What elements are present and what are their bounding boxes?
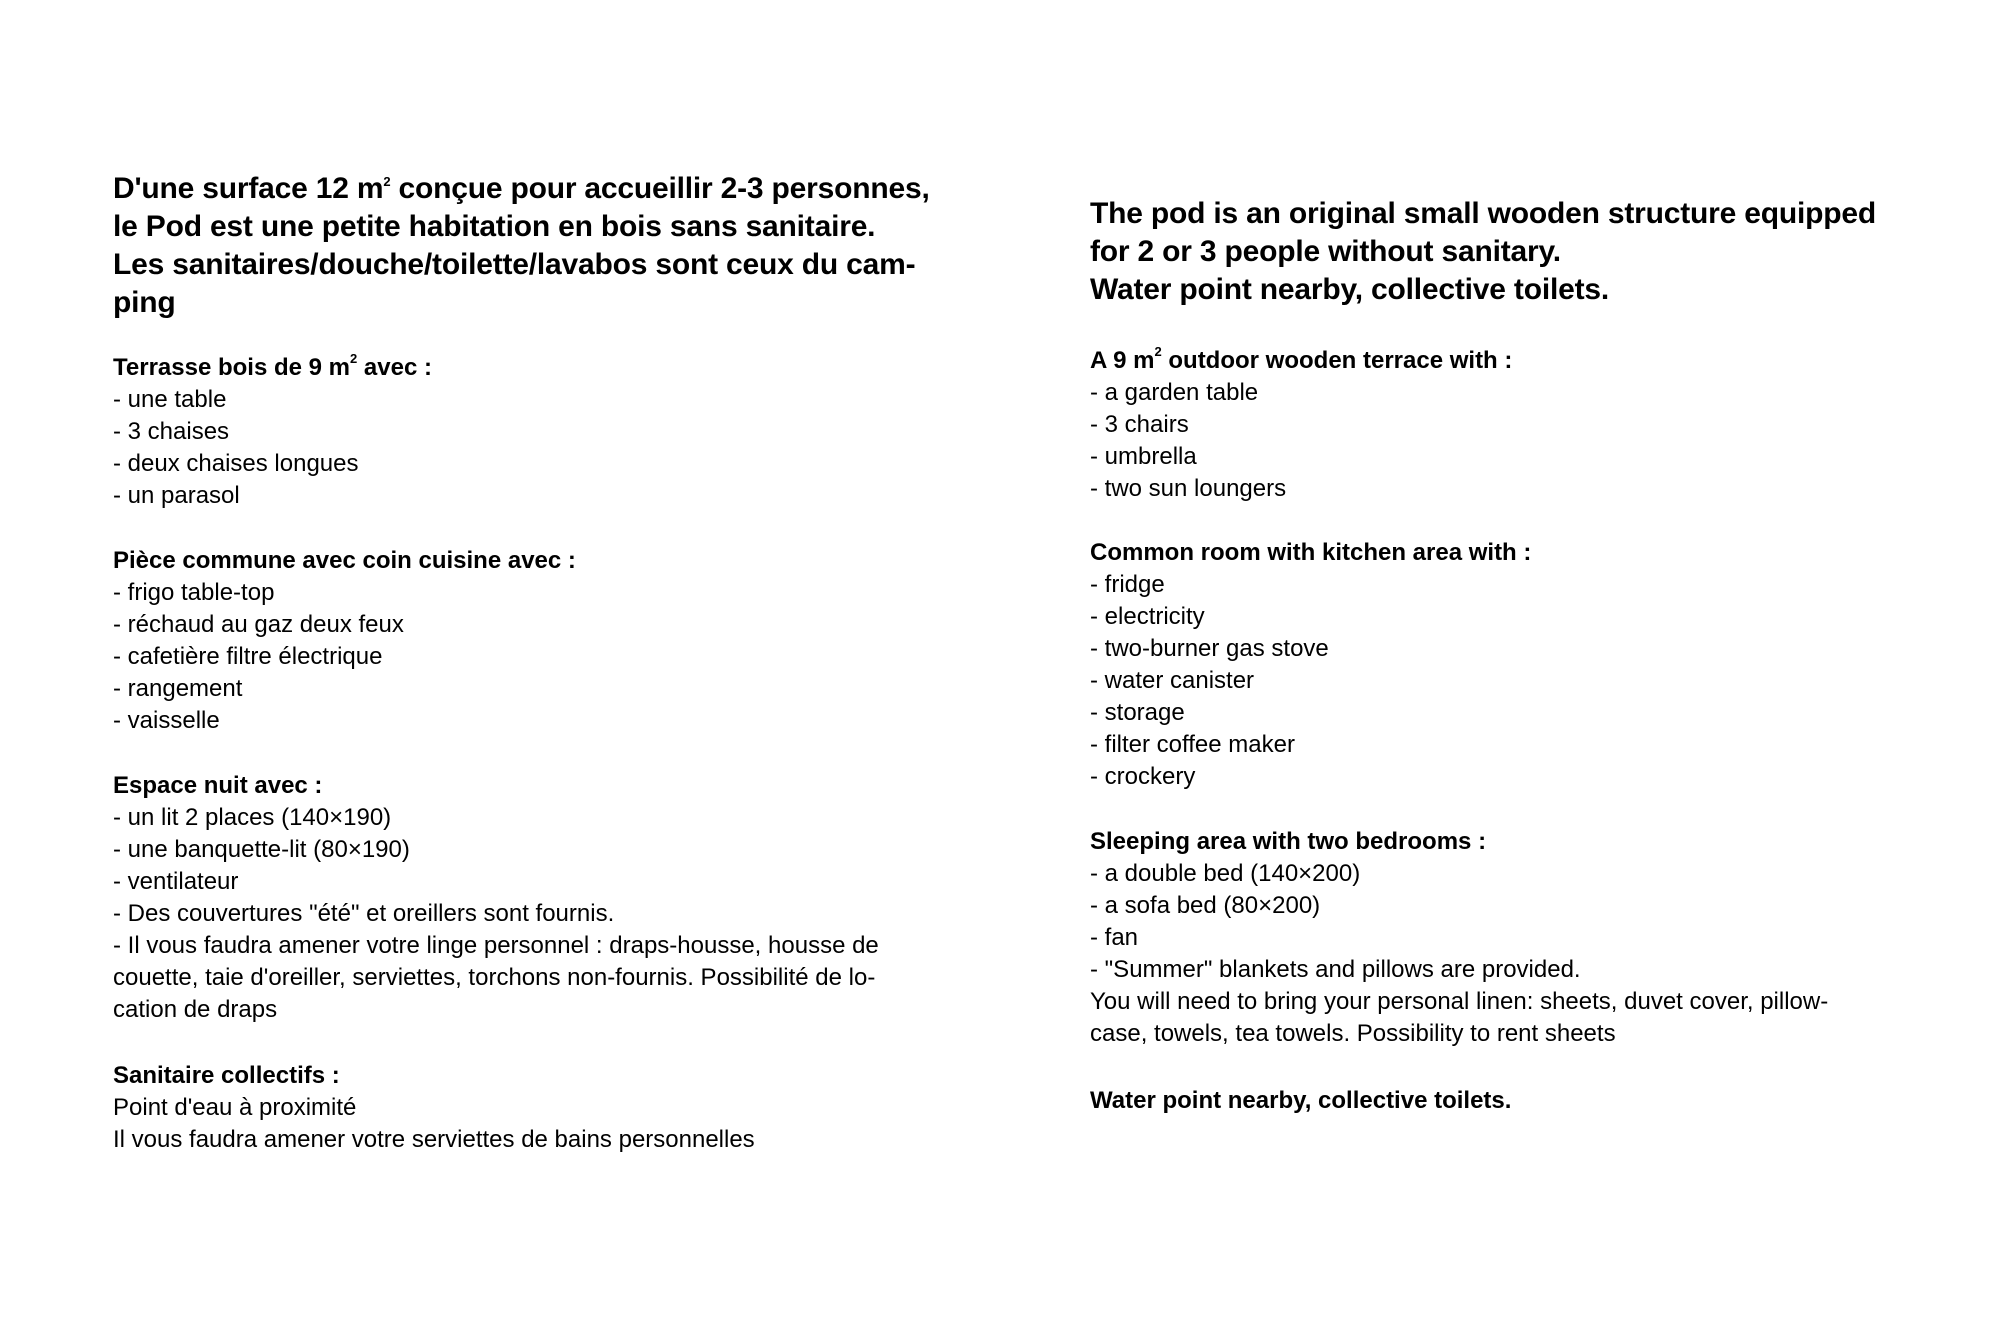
list-item: - filter coffee maker [1090, 731, 1295, 758]
list-item: - 3 chairs [1090, 411, 1189, 438]
list-item: - a double bed (140×200) [1090, 860, 1361, 887]
english-headline [1090, 195, 1876, 309]
french-terrace-list [113, 384, 933, 512]
english-common-room-title: Common room with kitchen area with : [1090, 539, 1532, 566]
french-terrace-title: Terrasse bois de 9 $m^2$ avec : [113, 351, 432, 381]
list-item: - two sun loungers [1090, 475, 1287, 502]
english-headline-line-1: The pod is an original small wooden structure equipped [1090, 197, 1876, 230]
french-common-room-section [113, 545, 933, 737]
french-sanitary-text: Point d'eau à proximité Il vous faudra amener votre serviettes de bains personnelles [113, 1094, 755, 1153]
list-item: - un parasol [113, 482, 240, 509]
list-item: - 3 chaises [113, 418, 230, 445]
list-item: - fan [1090, 924, 1139, 951]
english-common-room-section [1090, 537, 1890, 793]
french-night-area-section [113, 770, 933, 1026]
list-item: - cafetière filtre électrique [113, 643, 383, 670]
list-item: - fridge [1090, 571, 1165, 598]
list-item: - ventilateur [113, 868, 239, 895]
french-headline-line-1: D'une surface 12 $m^2$ conçue pour accueillir 2-3 personnes, [113, 172, 930, 205]
french-headline-line-4: ping [113, 286, 176, 319]
list-item: - une banquette-lit (80×190) [113, 836, 410, 863]
english-common-room-list [1090, 569, 1890, 793]
english-footer-text: Water point nearby, collective toilets. [1090, 1087, 1512, 1114]
list-item: - une table [113, 386, 227, 413]
english-footer-section [1090, 1085, 1890, 1117]
english-terrace-list [1090, 377, 1890, 505]
list-item: - two-burner gas stove [1090, 635, 1329, 662]
french-common-room-list [113, 577, 933, 737]
list-item: - "Summer" blankets and pillows are provided. [1090, 956, 1581, 983]
french-terrace-section [113, 352, 933, 512]
english-sleeping-area-list [1090, 858, 1890, 986]
english-sleeping-area-title: Sleeping area with two bedrooms : [1090, 828, 1487, 855]
list-item: - crockery [1090, 763, 1196, 790]
list-item: - réchaud au gaz deux feux [113, 611, 404, 638]
english-terrace-title: A 9 $m^2$ outdoor wooden terrace with : [1090, 344, 1513, 374]
french-common-room-title: Pièce commune avec coin cuisine avec : [113, 547, 576, 574]
list-item: - storage [1090, 699, 1185, 726]
french-headline-line-3: Les sanitaires/douche/toilette/lavabos sont ceux du cam- [113, 248, 916, 281]
french-sanitary-section [113, 1060, 933, 1156]
list-item: - vaisselle [113, 707, 220, 734]
english-headline-line-2: for 2 or 3 people without sanitary. [1090, 235, 1561, 268]
french-sanitary-title: Sanitaire collectifs : [113, 1062, 340, 1089]
french-headline [113, 170, 930, 322]
english-headline-line-3: Water point nearby, collective toilets. [1090, 273, 1609, 306]
french-night-area-title: Espace nuit avec : [113, 772, 323, 799]
list-item: - water canister [1090, 667, 1255, 694]
list-item: - un lit 2 places (140×190) [113, 804, 392, 831]
list-item: - a garden table [1090, 379, 1259, 406]
english-terrace-section [1090, 345, 1890, 505]
french-linen-note: - Il vous faudra amener votre linge personnel : draps-housse, housse de couette, taie d'oreiller, serviettes, torchons non-fournis. Possibilité de lo- cation de draps [113, 932, 879, 1023]
list-item: - umbrella [1090, 443, 1197, 470]
list-item: - electricity [1090, 603, 1205, 630]
list-item: - a sofa bed (80×200) [1090, 892, 1321, 919]
english-linen-note: You will need to bring your personal linen: sheets, duvet cover, pillow- case, towels, tea towels. Possibility to rent sheets [1090, 988, 1829, 1047]
list-item: - Des couvertures "été" et oreillers sont fournis. [113, 900, 615, 927]
list-item: - rangement [113, 675, 243, 702]
french-night-area-list [113, 802, 933, 930]
english-sleeping-area-section [1090, 826, 1890, 1050]
french-headline-line-2: le Pod est une petite habitation en bois sans sanitaire. [113, 210, 876, 243]
list-item: - deux chaises longues [113, 450, 359, 477]
list-item: - frigo table-top [113, 579, 275, 606]
